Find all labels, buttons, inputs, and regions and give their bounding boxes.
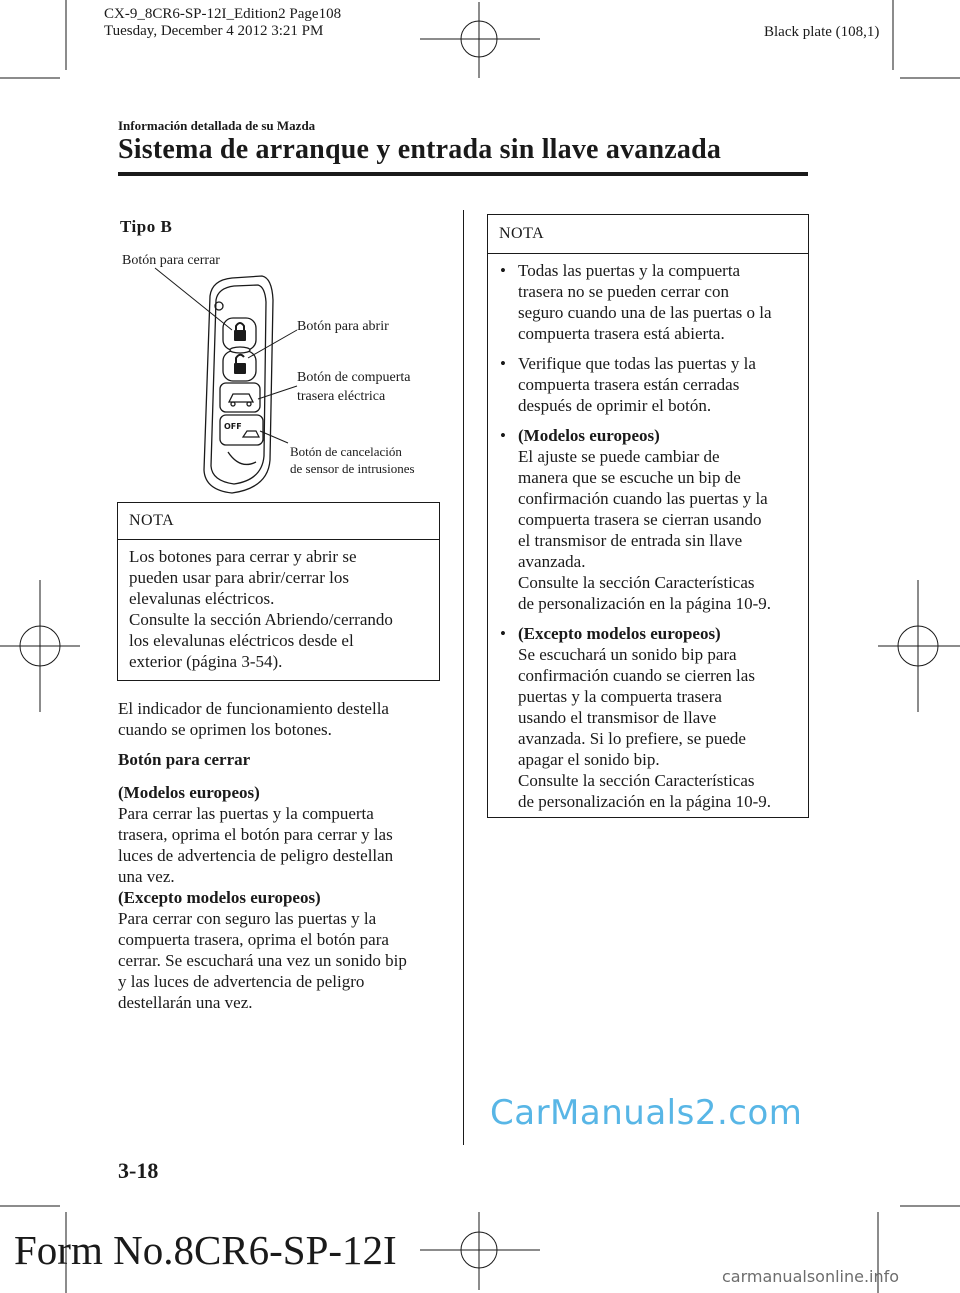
label-unlock-button: Botón para abrir [297, 319, 389, 334]
section-subtitle: Información detallada de su Mazda [118, 118, 316, 133]
list-item: • Todas las puertas y la compuerta trasera no se pueden cerrar con seguro cuando una de las puertas o la compuerta trasera está abierta. [500, 261, 772, 343]
off-text: OFF [224, 422, 242, 431]
plate-label: Black plate (108,1) [764, 24, 880, 40]
label-intrusion-button: Botón de cancelación de sensor de intrusiones [290, 444, 415, 476]
liftgate-button [220, 383, 260, 412]
note-header: NOTA [488, 215, 808, 254]
list-item: • (Excepto modelos europeos) Se escuchará un sonido bip para confirmación cuando se cierren las puertas y la compuerta trasera usando el transmisor de llave avanzada. Si lo prefiere, se puede apagar el sonido bip. Consulte la sección Características de personalización en la página 10-9. [500, 624, 772, 811]
label-lock-button: Botón para cerrar [122, 253, 220, 268]
page-number: 3-18 [118, 1158, 159, 1183]
form-number: Form No.8CR6-SP-12I [14, 1227, 397, 1273]
figure-heading: Tipo B [120, 217, 173, 236]
note-list [488, 254, 808, 812]
watermark: CarManuals2.com [490, 1093, 803, 1133]
print-header-line2: Tuesday, December 4 2012 3:21 PM [104, 23, 324, 39]
note-header: NOTA [118, 503, 439, 540]
note-box-left [117, 502, 440, 681]
heading-lock-button: Botón para cerrar [118, 750, 251, 769]
note-box-right [487, 214, 809, 818]
list-item: • (Modelos europeos) El ajuste se puede cambiar de manera que se escuche un bip de confirmación cuando las puertas y la compuerta trasera se cierran usando el transmisor de entrada sin llave avanzada. Consulte la sección Características de personalización en la página 10-9. [500, 426, 772, 613]
note-body: Los botones para cerrar y abrir se pueden usar para abrir/cerrar los elevalunas eléctricos. Consulte la sección Abriendo/cerrando los elevalunas eléctricos desde el exterior (página 3-54). [129, 547, 393, 671]
paragraph-indicator: El indicador de funcionamiento destella cuando se oprimen los botones. [118, 699, 389, 739]
list-item: • Verifique que todas las puertas y la compuerta trasera están cerradas después de oprimir el botón. [500, 354, 756, 415]
site-watermark: carmanualsonline.info [722, 1267, 900, 1286]
label-liftgate-button: Botón de compuerta trasera eléctrica [297, 370, 411, 404]
section-title: Sistema de arranque y entrada sin llave avanzada [118, 134, 722, 165]
paragraph-lock: (Modelos europeos) Para cerrar las puertas y la compuerta trasera, oprima el botón para cerrar y las luces de advertencia de peligro destellan una vez. (Excepto modelos europeos) Para cerrar con seguro las puertas y la compuerta trasera, oprima el botón para cerrar. Se escuchará una vez un sonido bip y las luces de advertencia de peligro destellarán una vez. [118, 783, 407, 1012]
print-header-line1: CX-9_8CR6-SP-12I_Edition2 Page108 [104, 6, 342, 22]
